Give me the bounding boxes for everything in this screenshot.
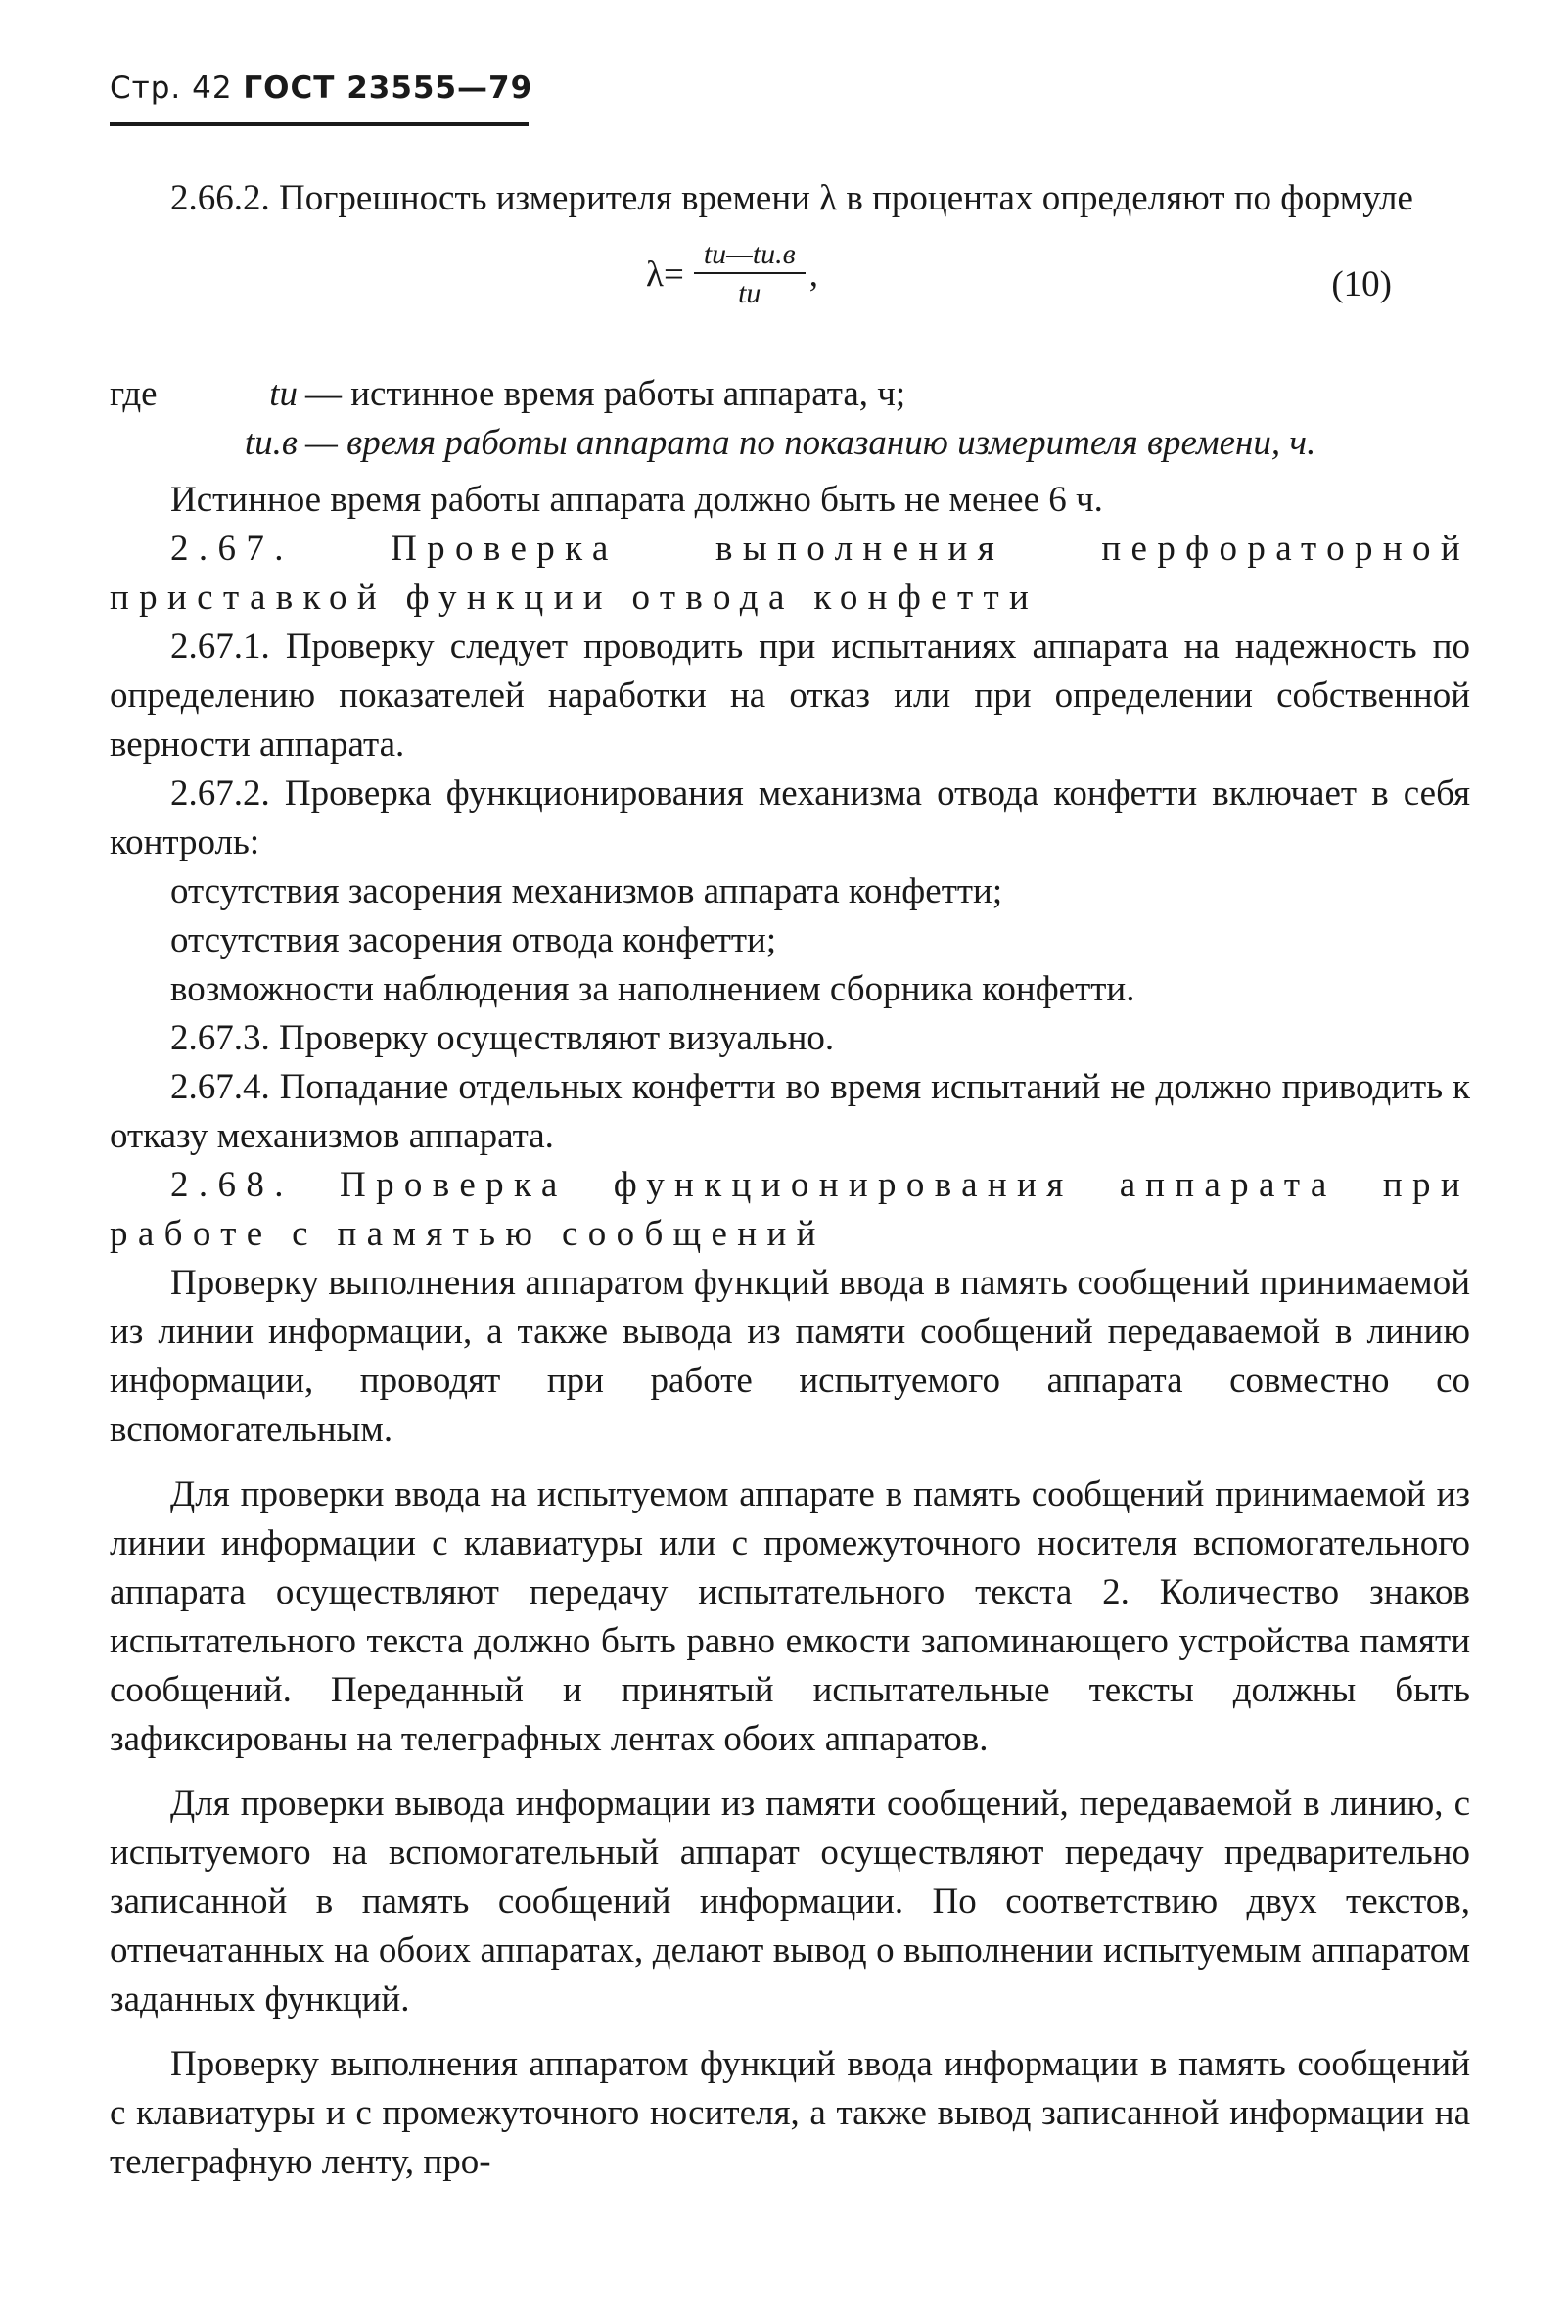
paragraph: Проверку выполнения аппаратом функций ввода информации в память сообщений с клавиатуры и с промежуточного носителя, а также вывод записанной информации на телеграфную ленту, про-	[110, 2044, 1470, 2182]
standard-number: ГОСТ 23555—79	[243, 70, 533, 106]
header-rule	[110, 122, 529, 126]
section-2-67-4: 2.67.4. Попадание отдельных конфетти во время испытаний не должно приводить к отказу механизмов аппарата.	[110, 1067, 1470, 1156]
formula-10	[646, 237, 818, 313]
where-symbol: tи	[269, 374, 298, 414]
formula-fraction	[694, 237, 806, 313]
paragraph: Для проверки вывода информации из памяти сообщений, передаваемой в линию, с испытуемого на вспомогательный аппарат осуществляют передачу предварительно записанной в память сообщений информации. По соответствию двух текстов, отпечатанных на обоих аппаратах, делают вывод о выполнении испытуемым аппаратом заданных функций.	[110, 1784, 1470, 2020]
formula-lhs: λ=	[646, 255, 684, 295]
section-2-66-2: 2.66.2. Погрешность измерителя времени λ в процентах определяют по формуле	[170, 178, 1413, 218]
list-item: отсутствия засорения отвода конфетти;	[170, 920, 777, 960]
spacer	[110, 2024, 1470, 2040]
paragraph-true-time: Истинное время работы аппарата должно быть не менее 6 ч.	[170, 480, 1103, 520]
section-2-68-title: 2.68. Проверка функционирования аппарата при работе с памятью сообщений	[110, 1165, 1470, 1254]
spacer	[110, 1455, 1470, 1470]
formula-number: (10)	[1331, 264, 1392, 304]
spacer	[110, 1764, 1470, 1780]
section-2-67-3: 2.67.3. Проверку осуществляют визуально.	[170, 1018, 835, 1058]
where-label-empty	[110, 419, 198, 468]
page-number: Стр. 42	[110, 70, 233, 106]
where-definition: — истинное время работы аппарата, ч;	[305, 374, 906, 414]
list-item: отсутствия засорения механизмов аппарата конфетти;	[170, 871, 1003, 911]
list-item: возможности наблюдения за наполнением сборника конфетти.	[170, 969, 1135, 1009]
section-2-67-2: 2.67.2. Проверка функционирования механизма отвода конфетти включает в себя контроль:	[110, 773, 1470, 862]
formula-numerator: tи—tи.в	[694, 237, 806, 274]
where-label: где	[110, 374, 158, 414]
section-2-67-1: 2.67.1. Проверку следует проводить при испытаниях аппарата на надежность по определению показателей наработки на отказ или при определении собственной верности аппарата.	[110, 627, 1470, 765]
where-row-2	[110, 419, 1470, 468]
formula-block	[110, 223, 1470, 370]
formula-comma: ,	[808, 255, 818, 295]
where-row-1	[110, 370, 1470, 419]
section-2-67-title: 2.67. Проверка выполнения перфораторной приставкой функции отвода конфетти	[110, 529, 1470, 618]
paragraph: Проверку выполнения аппаратом функций ввода в память сообщений принимаемой из линии информации, а также вывода из памяти сообщений передаваемой в линию информации, проводят при работе испытуемого аппарата совместно со вспомогательным.	[110, 1263, 1470, 1450]
formula-denominator: tи	[738, 277, 761, 309]
body-text	[110, 174, 1470, 2187]
where-definition: — время работы аппарата по показанию измерителя времени, ч.	[305, 423, 1316, 463]
page-header	[110, 70, 532, 106]
paragraph: Для проверки ввода на испытуемом аппарате в память сообщений принимаемой из линии информации с клавиатуры или с промежуточного носителя вспомогательного аппарата осуществляют передачу испытательного текста 2. Количество знаков испытательного текста должно быть равно емкости запоминающего устройства памяти сообщений. Переданный и принятый испытательные тексты должны быть зафиксированы на телеграфных лентах обоих аппаратов.	[110, 1474, 1470, 1759]
where-symbol: tи.в	[244, 423, 298, 463]
spacer	[110, 468, 1470, 476]
